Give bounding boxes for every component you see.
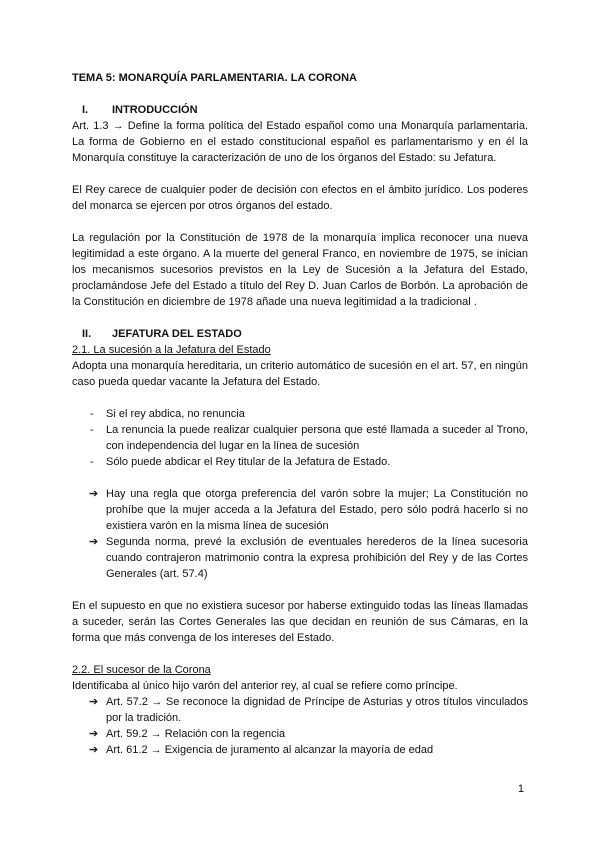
list-item: - La renuncia la puede realizar cualquier persona que esté llamada a suceder al Trono, con independencia del lugar en la línea de sucesión [90,424,528,452]
section-number: II. [82,328,92,340]
dash-list [72,406,528,470]
arrow-list [72,486,528,582]
arrow-bullet-icon: ➔ [89,728,99,740]
list-item: ➔ Segunda norma, prevé la exclusión de eventuales herederos de la línea sucesoria cuando contrajeron matrimonio contra la expresa prohibición del Rey y de las Cortes Generales (art. 57.4) [89,536,528,580]
paragraph: Adopta una monarquía hereditaria, un criterio automático de sucesión en el art. 57, en ningún caso pueda quedar vacante la Jefatura del Estado. [72,360,528,388]
arrow-bullet-icon: ➔ [89,536,99,548]
paragraph: Identificaba al único hijo varón del anterior rey, al cual se refiere como príncipe. [72,680,458,692]
document-page [72,70,528,758]
list-item: - Sólo puede abdicar el Rey titular de la Jefatura de Estado. [90,456,391,468]
section-heading-jefatura [72,326,528,342]
paragraph: El Rey carece de cualquier poder de decisión con efectos en el ámbito jurídico. Los poderes del monarca se ejercen por otros órganos del estado. [72,184,528,212]
section-title: JEFATURA DEL ESTADO [112,328,242,340]
section-heading-introduccion [72,102,528,118]
arrow-bullet-icon: ➔ [89,488,99,500]
list-item: ➔ Art. 61.2 → Exigencia de juramento al alcanzar la mayoría de edad [89,744,434,756]
arrow-bullet-icon: ➔ [89,696,99,708]
arrow-list [72,694,528,758]
list-item: ➔ Art. 59.2 → Relación con la regencia [89,728,286,740]
arrow-bullet-icon: ➔ [89,744,99,756]
section-title: INTRODUCCIÓN [112,104,198,116]
section-number: I. [82,104,89,116]
document-title: TEMA 5: MONARQUÍA PARLAMENTARIA. LA CORONA [72,72,357,84]
list-item: - Si el rey abdica, no renuncia [90,408,245,420]
paragraph: En el supuesto en que no existiera sucesor por haberse extinguido todas las líneas llamadas a suceder, serán las Cortes Generales las que decidan en reunión de sus Cámaras, en la forma que más convenga de los intereses del Estado. [72,600,528,644]
subsection-heading: 2.1. La sucesión a la Jefatura del Estado [72,344,271,356]
dash-bullet: - [90,424,94,436]
paragraph: Art. 1.3 → Define la forma política del Estado español como una Monarquía parlamentaria. La forma de Gobierno en el estado constitucional español es parlamentarismo y en él la Monarquía constituye la caracterización de uno de los órganos del Estado: su Jefatura. [72,120,528,164]
subsection-heading: 2.2. El sucesor de la Corona [72,664,211,676]
list-item: ➔ Art. 57.2 → Se reconoce la dignidad de Príncipe de Asturias y otros títulos vinculados por la tradición. [89,696,528,724]
page-number: 1 [517,783,524,795]
list-item: ➔ Hay una regla que otorga preferencia del varón sobre la mujer; La Constitución no prohíbe que la mujer acceda a la Jefatura del Estado, pero sólo podrá hacerlo si no existiera varón en la misma línea de sucesión [89,488,528,532]
dash-bullet: - [90,456,94,468]
dash-bullet: - [90,408,94,420]
paragraph: La regulación por la Constitución de 1978 de la monarquía implica reconocer una nueva legitimidad a este órgano. A la muerte del general Franco, en noviembre de 1975, se inician los mecanismos sucesorios previstos en la Ley de Sucesión a la Jefatura del Estado, proclamándose Jefe del Estado a título del Rey D. Juan Carlos de Borbón. La aprobación de la Constitución en diciembre de 1978 añade una nueva legitimidad a la tradicional . [72,232,528,308]
